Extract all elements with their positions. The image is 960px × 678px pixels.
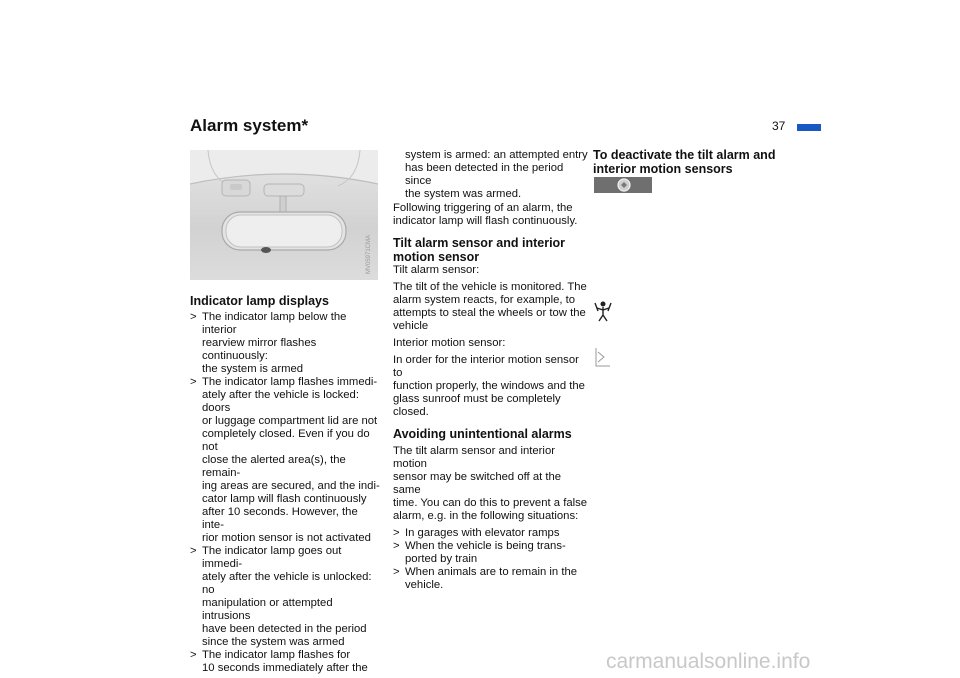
rearview-mirror-figure <box>190 150 378 280</box>
watermark: carmanualsonline.info <box>606 650 811 673</box>
bullet-arrow: > <box>190 376 197 388</box>
list-item-line: When the vehicle is being trans- <box>405 540 566 552</box>
text-line: The tilt of the vehicle is monitored. The <box>393 281 587 293</box>
list-item <box>393 540 588 566</box>
list-item <box>190 545 382 649</box>
list-item-line: completely closed. Even if you do not <box>202 428 370 453</box>
list-item-line: ported by train <box>405 553 478 565</box>
person-icon <box>593 300 613 322</box>
text-line: attempts to steal the wheels or tow the <box>393 307 586 319</box>
page-number-bar <box>797 124 821 131</box>
list-item-line: since the system was armed <box>202 636 345 648</box>
list-item-line: In garages with elevator ramps <box>405 527 560 539</box>
column-3 <box>593 148 789 176</box>
list-item-line: manipulation or attempted intrusions <box>202 597 333 622</box>
text-line: In order for the interior motion sensor to <box>393 354 579 379</box>
text-line: glass sunroof must be completely <box>393 393 561 405</box>
rearview-mirror-illustration <box>190 150 378 280</box>
text-line: has been detected in the period since <box>405 162 564 187</box>
text-line: alarm system reacts, for example, to <box>393 294 576 306</box>
list-item-line: vehicle. <box>405 579 444 591</box>
list-item-line: close the alerted area(s), the remain- <box>202 454 346 479</box>
list-item-line: ing areas are secured, and the indi- <box>202 480 380 492</box>
list-item-line: rior motion sensor is not activated <box>202 532 371 544</box>
page-title: Alarm system* <box>190 116 309 135</box>
heading-tilt-and-motion-sensor <box>393 236 588 264</box>
list-item <box>393 527 588 540</box>
text-line: time. You can do this to prevent a false <box>393 497 588 509</box>
list-item-line: The indicator lamp goes out immedi- <box>202 545 342 570</box>
heading-line: motion sensor <box>393 250 480 264</box>
bullet-arrow: > <box>393 566 400 578</box>
heading-deactivate-sensors <box>593 148 789 176</box>
text-line: sensor may be switched off at the same <box>393 471 562 496</box>
list-item-line: The indicator lamp below the interior <box>202 311 347 336</box>
note-icon <box>593 346 613 368</box>
motion-sensor-text <box>393 354 588 419</box>
heading-indicator-lamp-displays: Indicator lamp displays <box>190 294 329 308</box>
figure-code: MV05971CMA <box>366 234 372 274</box>
text-line: indicator lamp will flash continuously. <box>393 215 578 227</box>
list-item-line: 10 seconds immediately after the <box>202 662 368 674</box>
column-1 <box>190 294 382 675</box>
column-3-body <box>593 198 789 202</box>
list-item-line: have been detected in the period <box>202 623 367 635</box>
avoid-alarms-text <box>393 445 588 523</box>
avoid-alarms-list <box>393 527 588 592</box>
bullet-arrow: > <box>190 649 197 661</box>
remote-key-icon <box>594 177 652 193</box>
text-line: vehicle <box>393 320 429 332</box>
bullet-arrow: > <box>190 311 197 323</box>
heading-line: Tilt alarm sensor and interior <box>393 236 566 250</box>
list-item-line: The indicator lamp flashes for <box>202 649 351 661</box>
workshop-person-icon <box>593 300 613 322</box>
list-item <box>190 649 382 675</box>
list-item <box>190 376 382 545</box>
list-item-line: ately after the vehicle is locked: doors <box>202 389 359 414</box>
bullet-arrow: > <box>393 527 400 539</box>
text-line: closed. <box>393 406 429 418</box>
hint-icon <box>593 346 613 368</box>
text-line: Following triggering of an alarm, the <box>393 202 573 214</box>
heading-avoiding-unintentional-alarms: Avoiding unintentional alarms <box>393 427 572 441</box>
motion-sensor-label: Interior motion sensor: <box>393 337 506 349</box>
list-item-line: cator lamp will flash continuously <box>202 493 367 505</box>
continued-text <box>393 149 588 201</box>
bullet-arrow: > <box>190 545 197 557</box>
list-item <box>393 566 588 592</box>
text-line: The tilt alarm sensor and interior motion <box>393 445 555 470</box>
heading-line: interior motion sensors <box>593 162 733 176</box>
list-item-line: The indicator lamp flashes immedi- <box>202 376 378 388</box>
list-item-line: or luggage compartment lid are not <box>202 415 378 427</box>
list-item-line: ately after the vehicle is unlocked: no <box>202 571 372 596</box>
list-item-line: after 10 seconds. However, the inte- <box>202 506 358 531</box>
bullet-arrow: > <box>393 540 400 552</box>
remote-control-icon <box>594 177 652 193</box>
list-item-line: rearview mirror flashes continuously: <box>202 337 317 362</box>
indicator-lamp-list <box>190 311 382 675</box>
text-line: function properly, the windows and the <box>393 380 585 392</box>
page-number: 37 <box>772 119 786 133</box>
tilt-sensor-text <box>393 281 588 333</box>
column-2 <box>393 149 588 592</box>
trigger-paragraph <box>393 202 588 228</box>
list-item <box>190 311 382 376</box>
tilt-sensor-label: Tilt alarm sensor: <box>393 264 480 276</box>
text-line: system is armed: an attempted entry <box>405 149 588 161</box>
text-line: the system was armed. <box>405 188 522 200</box>
heading-line: To deactivate the tilt alarm and <box>593 148 776 162</box>
text-line: alarm, e.g. in the following situations: <box>393 510 579 522</box>
list-item-line: When animals are to remain in the <box>405 566 578 578</box>
list-item-line: the system is armed <box>202 363 304 375</box>
